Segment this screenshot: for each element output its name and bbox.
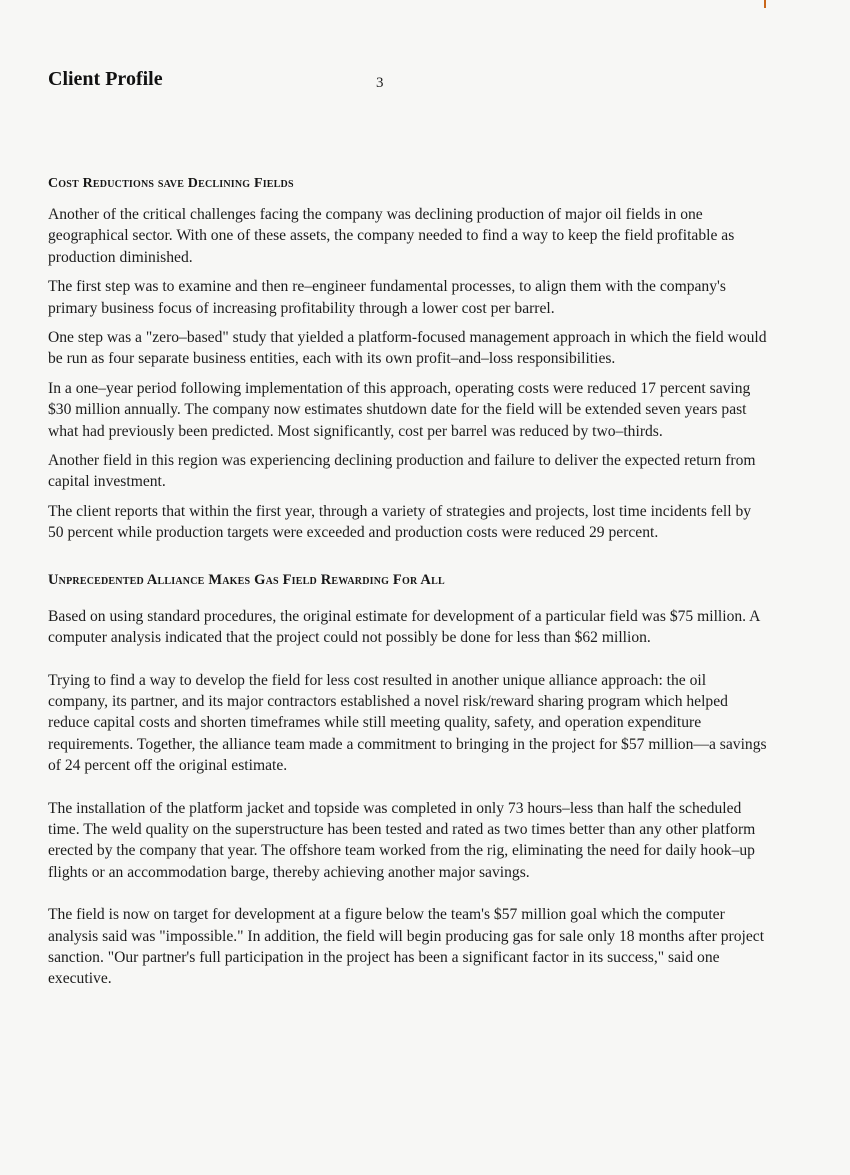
paragraph: In a one–year period following implementation of this approach, operating costs were reduced 17 percent saving $30 million annually. The company now estimates shutdown date for the field will be extended seven years past what had previously been predicted. Most significantly, cost per barrel was reduced by two–thirds. <box>48 379 751 440</box>
paragraph: The first step was to examine and then re–engineer fundamental processes, to align them with the company's primary business focus of increasing profitability through a lower cost per barrel. <box>48 278 726 317</box>
paragraph: Based on using standard procedures, the original estimate for development of a particular field was $75 million. A computer analysis indicated that the project could not possibly be done for less than $62 million. <box>48 607 760 647</box>
section-cost-reductions <box>48 176 768 544</box>
page-content <box>48 176 768 1011</box>
section-heading: Unprecedented Alliance Makes Gas Field Rewarding For All <box>48 571 445 588</box>
paragraph: The field is now on target for development at a figure below the team's $57 million goal which the computer analysis said was "impossible." In addition, the field will begin producing gas for sale only 18 months after project sanction. "Our partner's full participation in the project has been a significant factor in its success," said one executive. <box>48 906 765 988</box>
paragraph: Another field in this region was experiencing declining production and failure to deliver the expected return from capital investment. <box>48 452 756 491</box>
paragraph: One step was a "zero–based" study that yielded a platform-focused management approach in which the field would be run as four separate business entities, each with its own profit–and–loss responsibilities. <box>48 329 767 368</box>
paragraph: Trying to find a way to develop the field for less cost resulted in another unique alliance approach: the oil company, its partner, and its major contractors established a novel risk/reward sharing program which helped reduce capital costs and shorten timeframes while still meeting quality, safety, and operation expenditure requirements. Together, the alliance team made a commitment to bringing in the project for $57 million—a savings of 24 percent off the original estimate. <box>48 671 767 775</box>
paragraph: Another of the critical challenges facing the company was declining production of major oil fields in one geographical sector. With one of these assets, the company needed to find a way to keep the field profitable as production diminished. <box>48 206 735 266</box>
section-unprecedented-alliance <box>48 572 768 990</box>
paragraph: The installation of the platform jacket and topside was completed in only 73 hours–less than half the scheduled time. The weld quality on the superstructure has been tested and rated as two times better than any other platform erected by the company that year. The offshore team worked from the rig, eliminating the need for daily hook–up flights or an accommodation barge, thereby achieving another major savings. <box>48 799 756 881</box>
scan-edge-mark <box>764 0 766 8</box>
page-title: Client Profile <box>48 68 163 90</box>
section-heading: Cost Reductions save Declining Fields <box>48 176 294 191</box>
page-number: 3 <box>376 75 384 91</box>
paragraph: The client reports that within the first year, through a variety of strategies and projects, lost time incidents fell by 50 percent while production targets were exceeded and production costs were reduced 29 percent. <box>48 502 752 542</box>
